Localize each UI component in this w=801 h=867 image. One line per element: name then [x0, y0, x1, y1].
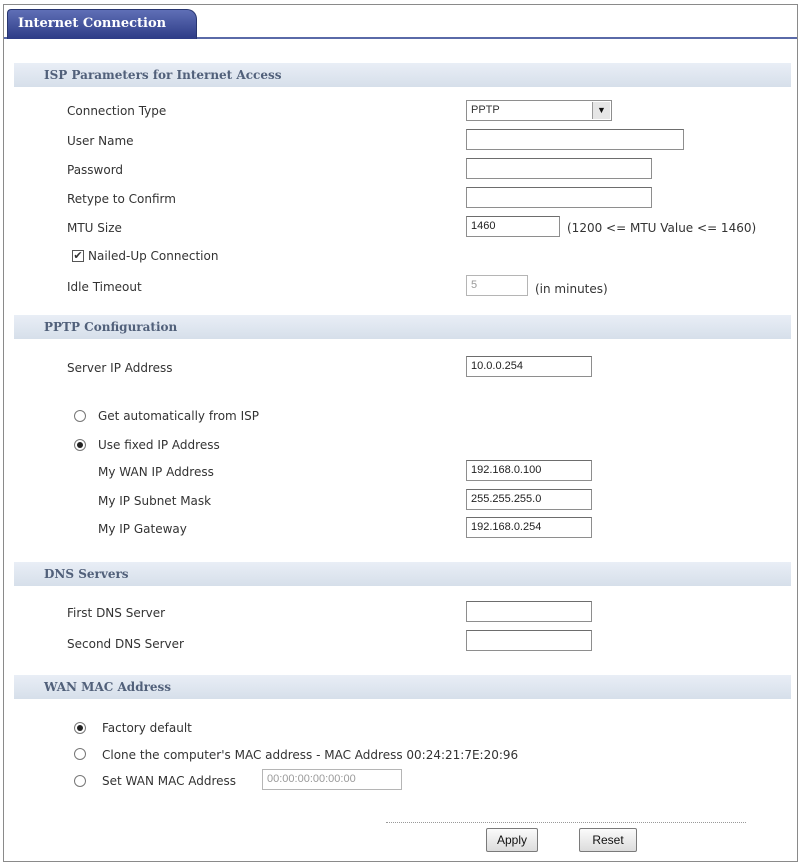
clone-mac-label: Clone the computer's MAC address - MAC Address 00:24:21:7E:20:96	[102, 748, 519, 762]
retype-password-input[interactable]	[466, 187, 652, 208]
connection-type-label: Connection Type	[67, 104, 167, 118]
connection-type-select[interactable]	[466, 100, 612, 121]
user-name-input[interactable]	[466, 129, 684, 150]
subnet-mask-label: My IP Subnet Mask	[98, 494, 212, 508]
button-divider	[386, 822, 746, 823]
first-dns-label: First DNS Server	[67, 606, 166, 620]
nailed-up-label: Nailed-Up Connection	[88, 249, 219, 263]
idle-timeout-unit: (in minutes)	[535, 282, 608, 296]
factory-default-radio[interactable]	[74, 722, 86, 734]
second-dns-input[interactable]	[466, 630, 592, 651]
connection-type-value: PPTP	[471, 104, 500, 116]
password-label: Password	[67, 163, 124, 177]
section-header-dns: DNS Servers	[14, 562, 791, 586]
mtu-range-hint: (1200 <= MTU Value <= 1460)	[567, 221, 757, 235]
use-fixed-ip-radio[interactable]	[74, 439, 86, 451]
get-automatically-label: Get automatically from ISP	[98, 409, 259, 423]
idle-timeout-label: Idle Timeout	[67, 280, 142, 294]
internet-connection-panel	[3, 4, 798, 862]
use-fixed-ip-label: Use fixed IP Address	[98, 438, 220, 452]
tab-bar	[4, 5, 797, 39]
section-header-pptp: PPTP Configuration	[14, 315, 791, 339]
tab-internet-connection[interactable]: Internet Connection	[7, 9, 197, 39]
section-header-wan-mac: WAN MAC Address	[14, 675, 791, 699]
chevron-down-icon[interactable]: ▼	[592, 102, 610, 119]
get-automatically-radio[interactable]	[74, 410, 86, 422]
user-name-label: User Name	[67, 134, 134, 148]
gateway-input[interactable]: 192.168.0.254	[466, 517, 592, 538]
wan-mac-input[interactable]: 00:00:00:00:00:00	[262, 769, 402, 790]
reset-button[interactable]: Reset	[579, 828, 637, 852]
set-wan-mac-label: Set WAN MAC Address	[102, 774, 237, 788]
gateway-label: My IP Gateway	[98, 522, 187, 536]
second-dns-label: Second DNS Server	[67, 637, 184, 651]
set-wan-mac-radio[interactable]	[74, 775, 86, 787]
mtu-size-label: MTU Size	[67, 221, 122, 235]
wan-ip-label: My WAN IP Address	[98, 465, 214, 479]
idle-timeout-input[interactable]: 5	[466, 275, 528, 296]
server-ip-input[interactable]: 10.0.0.254	[466, 356, 592, 377]
password-input[interactable]	[466, 158, 652, 179]
server-ip-label: Server IP Address	[67, 361, 173, 375]
nailed-up-checkbox[interactable]: ✔	[73, 249, 83, 262]
first-dns-input[interactable]	[466, 601, 592, 622]
subnet-mask-input[interactable]: 255.255.255.0	[466, 489, 592, 510]
clone-mac-radio[interactable]	[74, 748, 86, 760]
mtu-size-input[interactable]: 1460	[466, 216, 560, 237]
section-header-isp: ISP Parameters for Internet Access	[14, 63, 791, 87]
wan-ip-input[interactable]: 192.168.0.100	[466, 460, 592, 481]
factory-default-label: Factory default	[102, 721, 192, 735]
retype-password-label: Retype to Confirm	[67, 192, 176, 206]
apply-button[interactable]: Apply	[486, 828, 538, 852]
